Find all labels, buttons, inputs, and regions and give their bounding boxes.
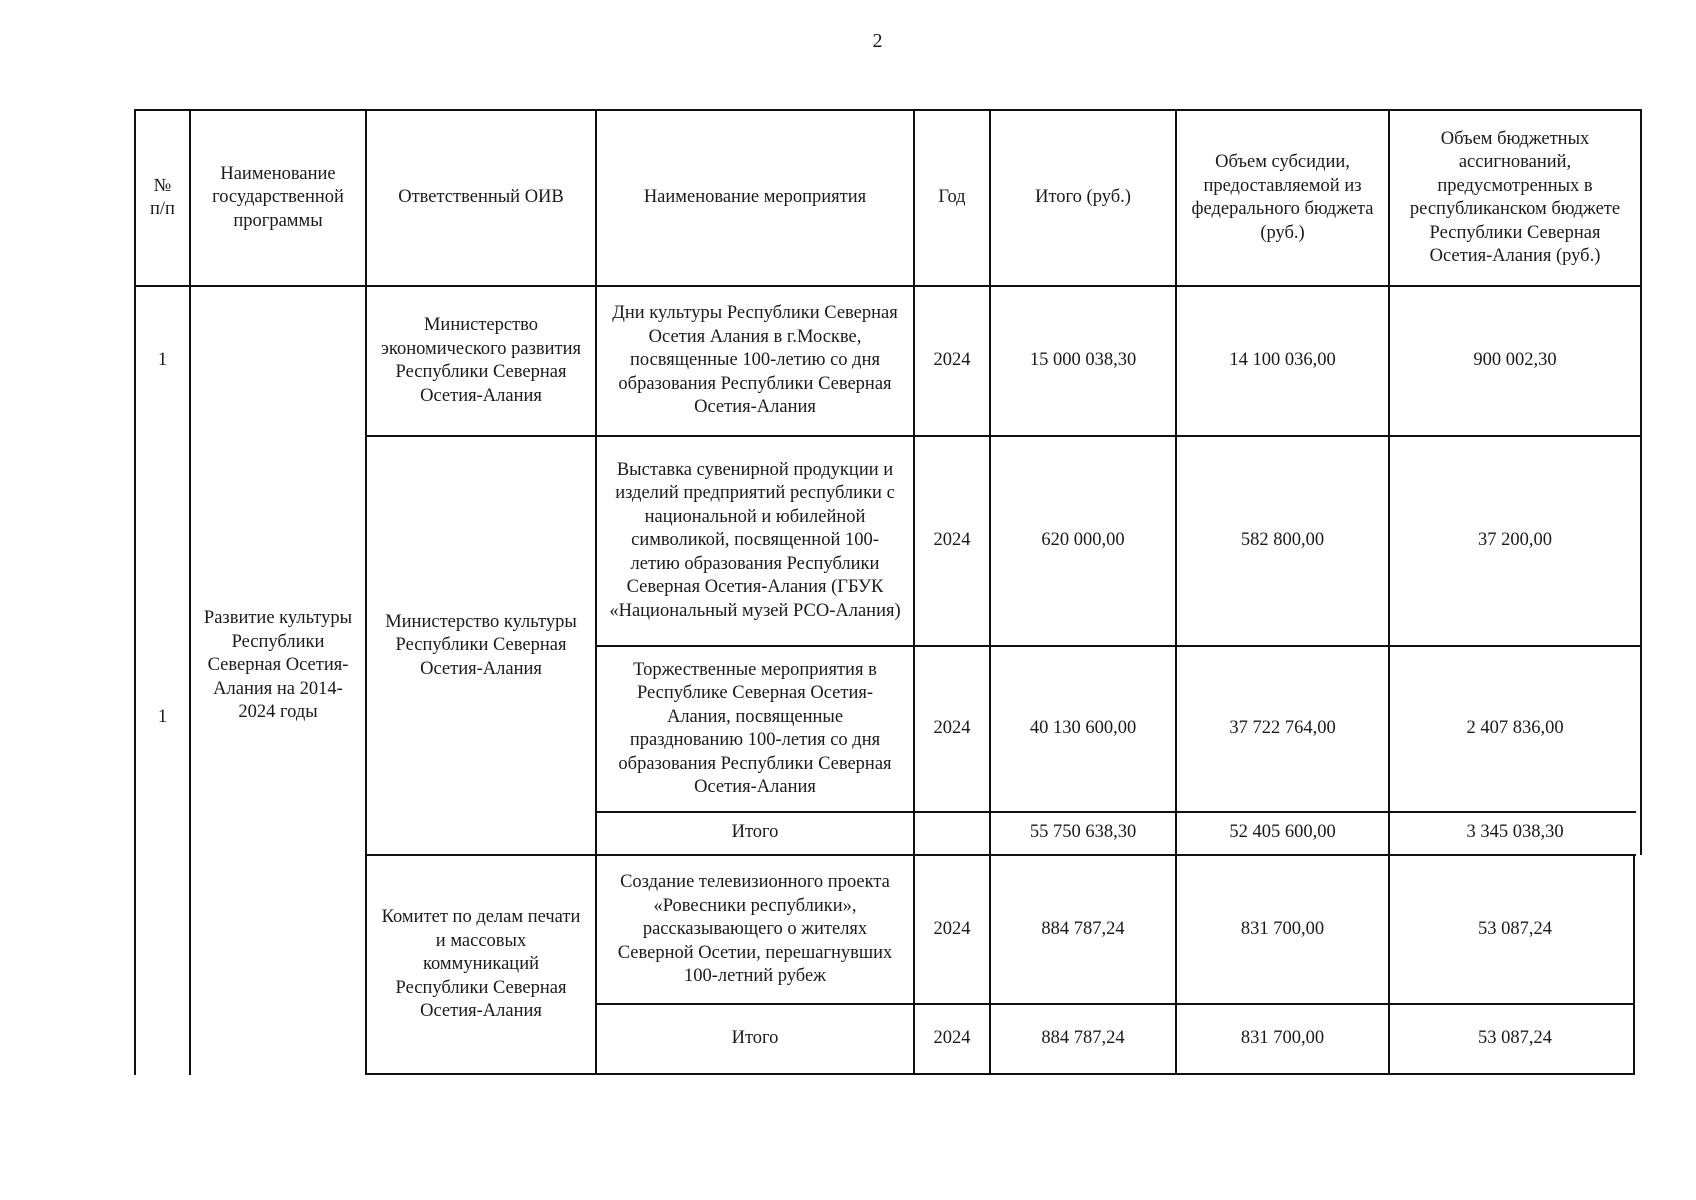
year-cell: 2024 xyxy=(933,919,971,940)
header-program: Наименование государственной программы xyxy=(212,163,344,231)
table-col-divider xyxy=(1388,109,1390,1075)
table-border-right xyxy=(1640,109,1642,855)
oiv-cell: Комитет по делам печати и массовых коммуникаций Республики Северная Осетия-Алания xyxy=(381,907,581,1022)
table-col-divider xyxy=(134,109,136,1075)
federal-cell: 52 405 600,00 xyxy=(1229,822,1336,843)
regional-cell: 900 002,30 xyxy=(1473,350,1557,371)
subtotal-label: Итого xyxy=(731,1028,779,1049)
header-total: Итого (руб.) xyxy=(1035,187,1131,208)
table-row-divider xyxy=(596,1003,1634,1005)
federal-cell: 37 722 764,00 xyxy=(1229,718,1336,739)
event-cell: Создание телевизионного проекта «Ровесники республики», рассказывающего о жителях Северной Осетии, перешагнувших 100-летний рубеж xyxy=(617,872,893,987)
table-col-divider xyxy=(989,109,991,1075)
regional-cell: 2 407 836,00 xyxy=(1466,718,1564,739)
federal-cell: 831 700,00 xyxy=(1240,919,1325,940)
total-cell: 55 750 638,30 xyxy=(1029,822,1137,843)
event-cell: Торжественные мероприятия в Республике Северная Осетия-Алания, посвященные празднованию 100-летия со дня образования Республики Северная Осетия-Алания xyxy=(618,659,892,797)
total-cell: 620 000,00 xyxy=(1041,530,1125,551)
header-event: Наименование мероприятия xyxy=(643,187,867,208)
table-header-divider xyxy=(134,285,1642,287)
year-cell xyxy=(914,812,990,854)
table-col-divider xyxy=(365,109,367,1075)
federal-cell: 14 100 036,00 xyxy=(1229,350,1336,371)
table-row-divider xyxy=(596,645,1642,647)
table-border-bottom xyxy=(366,1073,1634,1075)
row-number-cell: 1 xyxy=(157,707,168,728)
year-cell: 2024 xyxy=(933,718,971,739)
table-border-top xyxy=(134,109,1642,111)
year-cell: 2024 xyxy=(933,350,971,371)
regional-cell: 53 087,24 xyxy=(1478,1028,1552,1049)
regional-cell: 53 087,24 xyxy=(1478,919,1552,940)
total-cell: 884 787,24 xyxy=(1041,1028,1125,1049)
federal-cell: 582 800,00 xyxy=(1240,530,1325,551)
table-col-divider xyxy=(1175,109,1177,1075)
table-row-divider xyxy=(366,435,1642,437)
total-cell: 15 000 038,30 xyxy=(1029,350,1137,371)
event-cell: Дни культуры Республики Северная Осетия Алания в г.Москве, посвященные 100-летию со дня образования Республики Северная Осетия-Алания xyxy=(612,303,898,418)
oiv-cell: Министерство культуры Республики Северная Осетия-Алания xyxy=(385,611,577,679)
subtotal-label: Итого xyxy=(731,822,779,843)
oiv-cell: Министерство экономического развития Республики Северная Осетия-Алания xyxy=(380,315,582,406)
year-cell: 2024 xyxy=(933,1028,971,1049)
year-cell: 2024 xyxy=(933,530,971,551)
event-cell: Выставка сувенирной продукции и изделий предприятий республики с национальной и юбилейной символикой, посвященной 100-летию образования Республики Северная Осетия-Алания (ГБУК «Национальный музей РСО-Алания) xyxy=(609,459,901,621)
row-number-cell: 1 xyxy=(157,350,168,371)
header-num: № п/п xyxy=(150,175,175,219)
page-number: 2 xyxy=(872,30,883,52)
regional-cell: 37 200,00 xyxy=(1478,530,1552,551)
program-name-cell: Развитие культуры Республики Северная Осетия-Алания на 2014-2024 годы xyxy=(203,608,353,723)
table-col-divider xyxy=(595,109,597,1075)
federal-cell: 831 700,00 xyxy=(1240,1028,1325,1049)
table-col-divider xyxy=(913,109,915,1075)
header-year: Год xyxy=(938,187,966,208)
total-cell: 884 787,24 xyxy=(1041,919,1125,940)
total-cell: 40 130 600,00 xyxy=(1029,718,1137,739)
table-border-right xyxy=(1633,854,1635,1075)
regional-cell: 3 345 038,30 xyxy=(1466,822,1564,843)
table-row-divider xyxy=(366,854,1636,856)
header-federal: Объем субсидии, предоставляемой из федерального бюджета (руб.) xyxy=(1191,152,1374,243)
table-row-divider xyxy=(596,811,1636,813)
header-regional: Объем бюджетных ассигнований, предусмотренных в республиканском бюджете Республики Северная Осетия-Алания (руб.) xyxy=(1409,128,1621,266)
header-oiv: Ответственный ОИВ xyxy=(398,187,564,208)
table-col-divider xyxy=(189,109,191,1075)
